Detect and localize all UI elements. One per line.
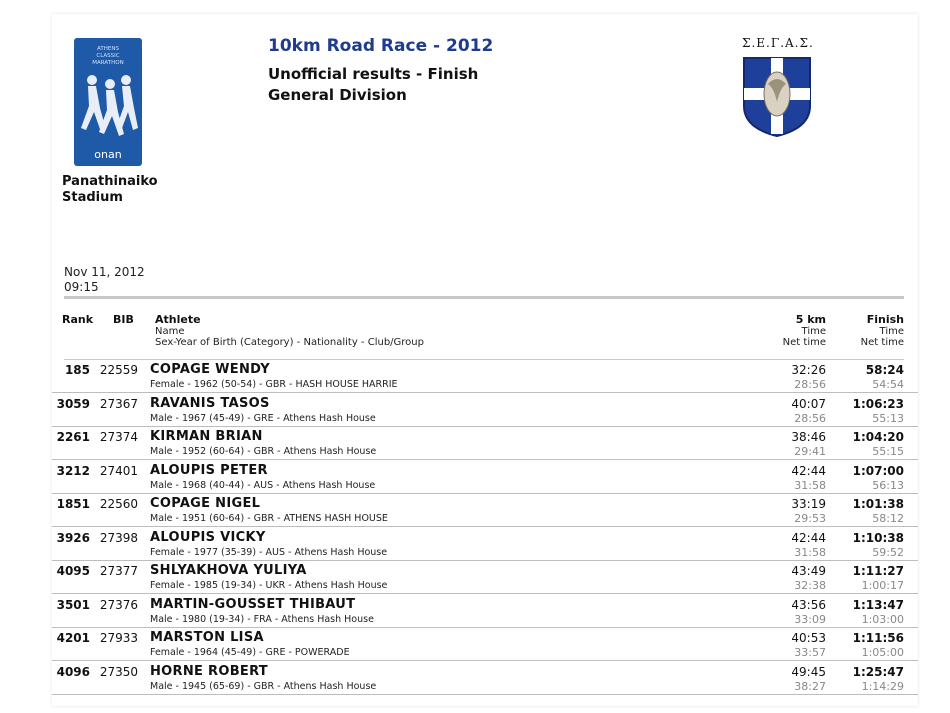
table-row xyxy=(52,461,918,494)
finish-net-time: 58:12 xyxy=(872,512,904,525)
table-row xyxy=(52,662,918,695)
finish-time: 1:10:38 xyxy=(852,530,904,545)
rank: 3059 xyxy=(56,396,90,411)
split-time: 40:53 xyxy=(791,631,826,645)
table-row xyxy=(52,394,918,427)
title-block xyxy=(268,36,493,106)
athlete-info: Female - 1977 (35-39) - AUS - Athens Hash House xyxy=(150,546,388,558)
athlete-info: Male - 1980 (19-34) - FRA - Athens Hash House xyxy=(150,613,374,625)
finish-net-time: 1:00:17 xyxy=(861,579,904,592)
split-time: 40:07 xyxy=(791,396,826,411)
bib: 27398 xyxy=(99,530,138,545)
athlete-name: SHLYAKHOVA YULIYA xyxy=(150,563,307,578)
athens-classic-marathon-logo xyxy=(74,38,142,166)
finish-net-time: 54:54 xyxy=(872,378,904,391)
athlete-info: Male - 1952 (60-64) - GBR - Athens Hash House xyxy=(150,446,377,457)
table-header xyxy=(52,313,918,355)
segas-crest-icon xyxy=(740,54,814,138)
split-time: 32:26 xyxy=(791,363,826,377)
athlete-name: MARTIN-GOUSSET THIBAUT xyxy=(150,596,356,612)
venue-line-1: Panathinaiko xyxy=(62,174,158,189)
finish-net-time: 1:05:00 xyxy=(861,646,904,659)
table-row xyxy=(52,561,918,594)
finish-net-time: 1:03:00 xyxy=(861,612,904,626)
split-net-time: 29:53 xyxy=(794,512,826,525)
race-date: Nov 11, 2012 xyxy=(64,265,145,279)
split-net-time: 33:57 xyxy=(794,646,826,659)
col-5km-time: Time xyxy=(801,326,826,337)
finish-time: 58:24 xyxy=(865,363,904,377)
venue xyxy=(62,174,202,206)
athlete-name: COPAGE NIGEL xyxy=(150,496,261,511)
split-net-time: 32:38 xyxy=(794,579,826,592)
rank: 185 xyxy=(64,363,90,377)
table-row xyxy=(52,528,918,561)
col-5km-net: Net time xyxy=(782,337,826,348)
finish-net-time: 55:13 xyxy=(872,411,904,425)
race-time: 09:15 xyxy=(64,280,99,294)
rank: 3501 xyxy=(56,597,90,612)
finish-time: 1:04:20 xyxy=(852,430,904,444)
split-net-time: 28:56 xyxy=(794,378,826,391)
split-time: 42:44 xyxy=(791,463,826,478)
rank: 2261 xyxy=(56,430,90,444)
col-5km: 5 km xyxy=(795,313,826,326)
race-title: 10km Road Race - 2012 xyxy=(268,36,494,56)
split-time: 42:44 xyxy=(791,530,826,545)
split-net-time: 29:41 xyxy=(794,445,826,458)
bib: 27377 xyxy=(99,564,138,578)
athlete-name: RAVANIS TASOS xyxy=(150,395,270,411)
split-net-time: 38:27 xyxy=(794,679,826,693)
athlete-name: COPAGE WENDY xyxy=(150,362,271,377)
finish-time: 1:11:56 xyxy=(852,631,904,645)
athlete-name: HORNE ROBERT xyxy=(150,663,268,679)
race-datetime xyxy=(64,265,145,295)
rank: 4096 xyxy=(56,664,90,679)
logo-text-line-3: MARATHON xyxy=(92,60,124,66)
split-net-time: 31:58 xyxy=(794,545,826,559)
split-net-time: 28:56 xyxy=(794,411,826,425)
finish-net-time: 59:52 xyxy=(872,545,904,559)
bib: 27367 xyxy=(99,396,138,411)
table-row xyxy=(52,595,918,628)
athlete-name: KIRMAN BRIAN xyxy=(150,429,263,444)
table-row xyxy=(52,628,918,661)
bib: 27376 xyxy=(99,597,138,612)
logo-text-line-2: CLASSIC xyxy=(96,53,120,59)
finish-time: 1:07:00 xyxy=(852,463,904,478)
table-row xyxy=(52,427,918,460)
split-time: 49:45 xyxy=(791,664,826,679)
col-rank: Rank xyxy=(62,313,94,326)
logo-text-line-1: ATHENS xyxy=(97,46,119,52)
rank: 3926 xyxy=(56,530,90,545)
finish-time: 1:25:47 xyxy=(852,664,904,679)
athlete-info: Female - 1962 (50-54) - GBR - HASH HOUSE HARRIE xyxy=(150,379,398,390)
bib: 27401 xyxy=(99,463,138,478)
header-divider xyxy=(64,296,904,299)
athlete-info: Female - 1964 (45-49) - GRE - POWERADE xyxy=(150,647,350,658)
finish-time: 1:13:47 xyxy=(852,597,904,612)
finish-net-time: 55:15 xyxy=(872,445,904,458)
athlete-name: ALOUPIS PETER xyxy=(150,462,268,478)
row-divider xyxy=(52,694,918,695)
results-subtitle: Unofficial results - Finish xyxy=(268,65,479,83)
athlete-info: Male - 1968 (40-44) - AUS - Athens Hash House xyxy=(150,479,376,491)
bib: 22560 xyxy=(99,497,138,511)
results-page xyxy=(52,14,918,706)
crest-label: Σ.Ε.Γ.Α.Σ. xyxy=(742,36,814,50)
bib: 27350 xyxy=(99,664,138,679)
finish-net-time: 56:13 xyxy=(872,478,904,492)
col-finish: Finish xyxy=(866,313,904,326)
col-finish-net: Net time xyxy=(860,337,904,348)
venue-line-2: Stadium xyxy=(62,190,123,205)
col-finish-time: Time xyxy=(879,326,904,337)
finish-time: 1:06:23 xyxy=(852,396,904,411)
col-bib: BIB xyxy=(113,313,134,326)
split-net-time: 33:09 xyxy=(794,612,826,626)
bib: 27933 xyxy=(99,631,138,645)
bib: 27374 xyxy=(99,430,138,444)
rank: 4201 xyxy=(56,631,90,645)
split-time: 43:49 xyxy=(791,564,826,578)
col-athlete-details: Sex-Year of Birth (Category) - Nationality - Club/Group xyxy=(155,337,424,348)
col-athlete-name: Name xyxy=(155,326,185,337)
split-net-time: 31:58 xyxy=(794,478,826,492)
athlete-info: Male - 1951 (60-64) - GBR - ATHENS HASH HOUSE xyxy=(150,513,388,524)
finish-time: 1:11:27 xyxy=(852,564,904,578)
rank: 3212 xyxy=(56,463,90,478)
finish-net-time: 1:14:29 xyxy=(861,679,904,693)
athlete-info: Male - 1945 (65-69) - GBR - Athens Hash House xyxy=(150,680,377,692)
split-time: 33:19 xyxy=(791,497,826,511)
rank: 4095 xyxy=(56,564,90,578)
rank: 1851 xyxy=(56,497,90,511)
finish-time: 1:01:38 xyxy=(852,497,904,511)
col-athlete: Athlete xyxy=(155,313,201,326)
split-time: 43:56 xyxy=(791,597,826,612)
athlete-name: MARSTON LISA xyxy=(150,630,264,645)
logo-text-bottom: onan xyxy=(94,148,122,161)
athlete-info: Male - 1967 (45-49) - GRE - Athens Hash House xyxy=(150,412,376,424)
athlete-name: ALOUPIS VICKY xyxy=(150,529,266,545)
bib: 22559 xyxy=(99,363,138,377)
athlete-info: Female - 1985 (19-34) - UKR - Athens Hash House xyxy=(150,580,388,591)
table-row xyxy=(52,360,918,393)
division-title: General Division xyxy=(268,86,407,104)
split-time: 38:46 xyxy=(791,430,826,444)
table-row xyxy=(52,494,918,527)
